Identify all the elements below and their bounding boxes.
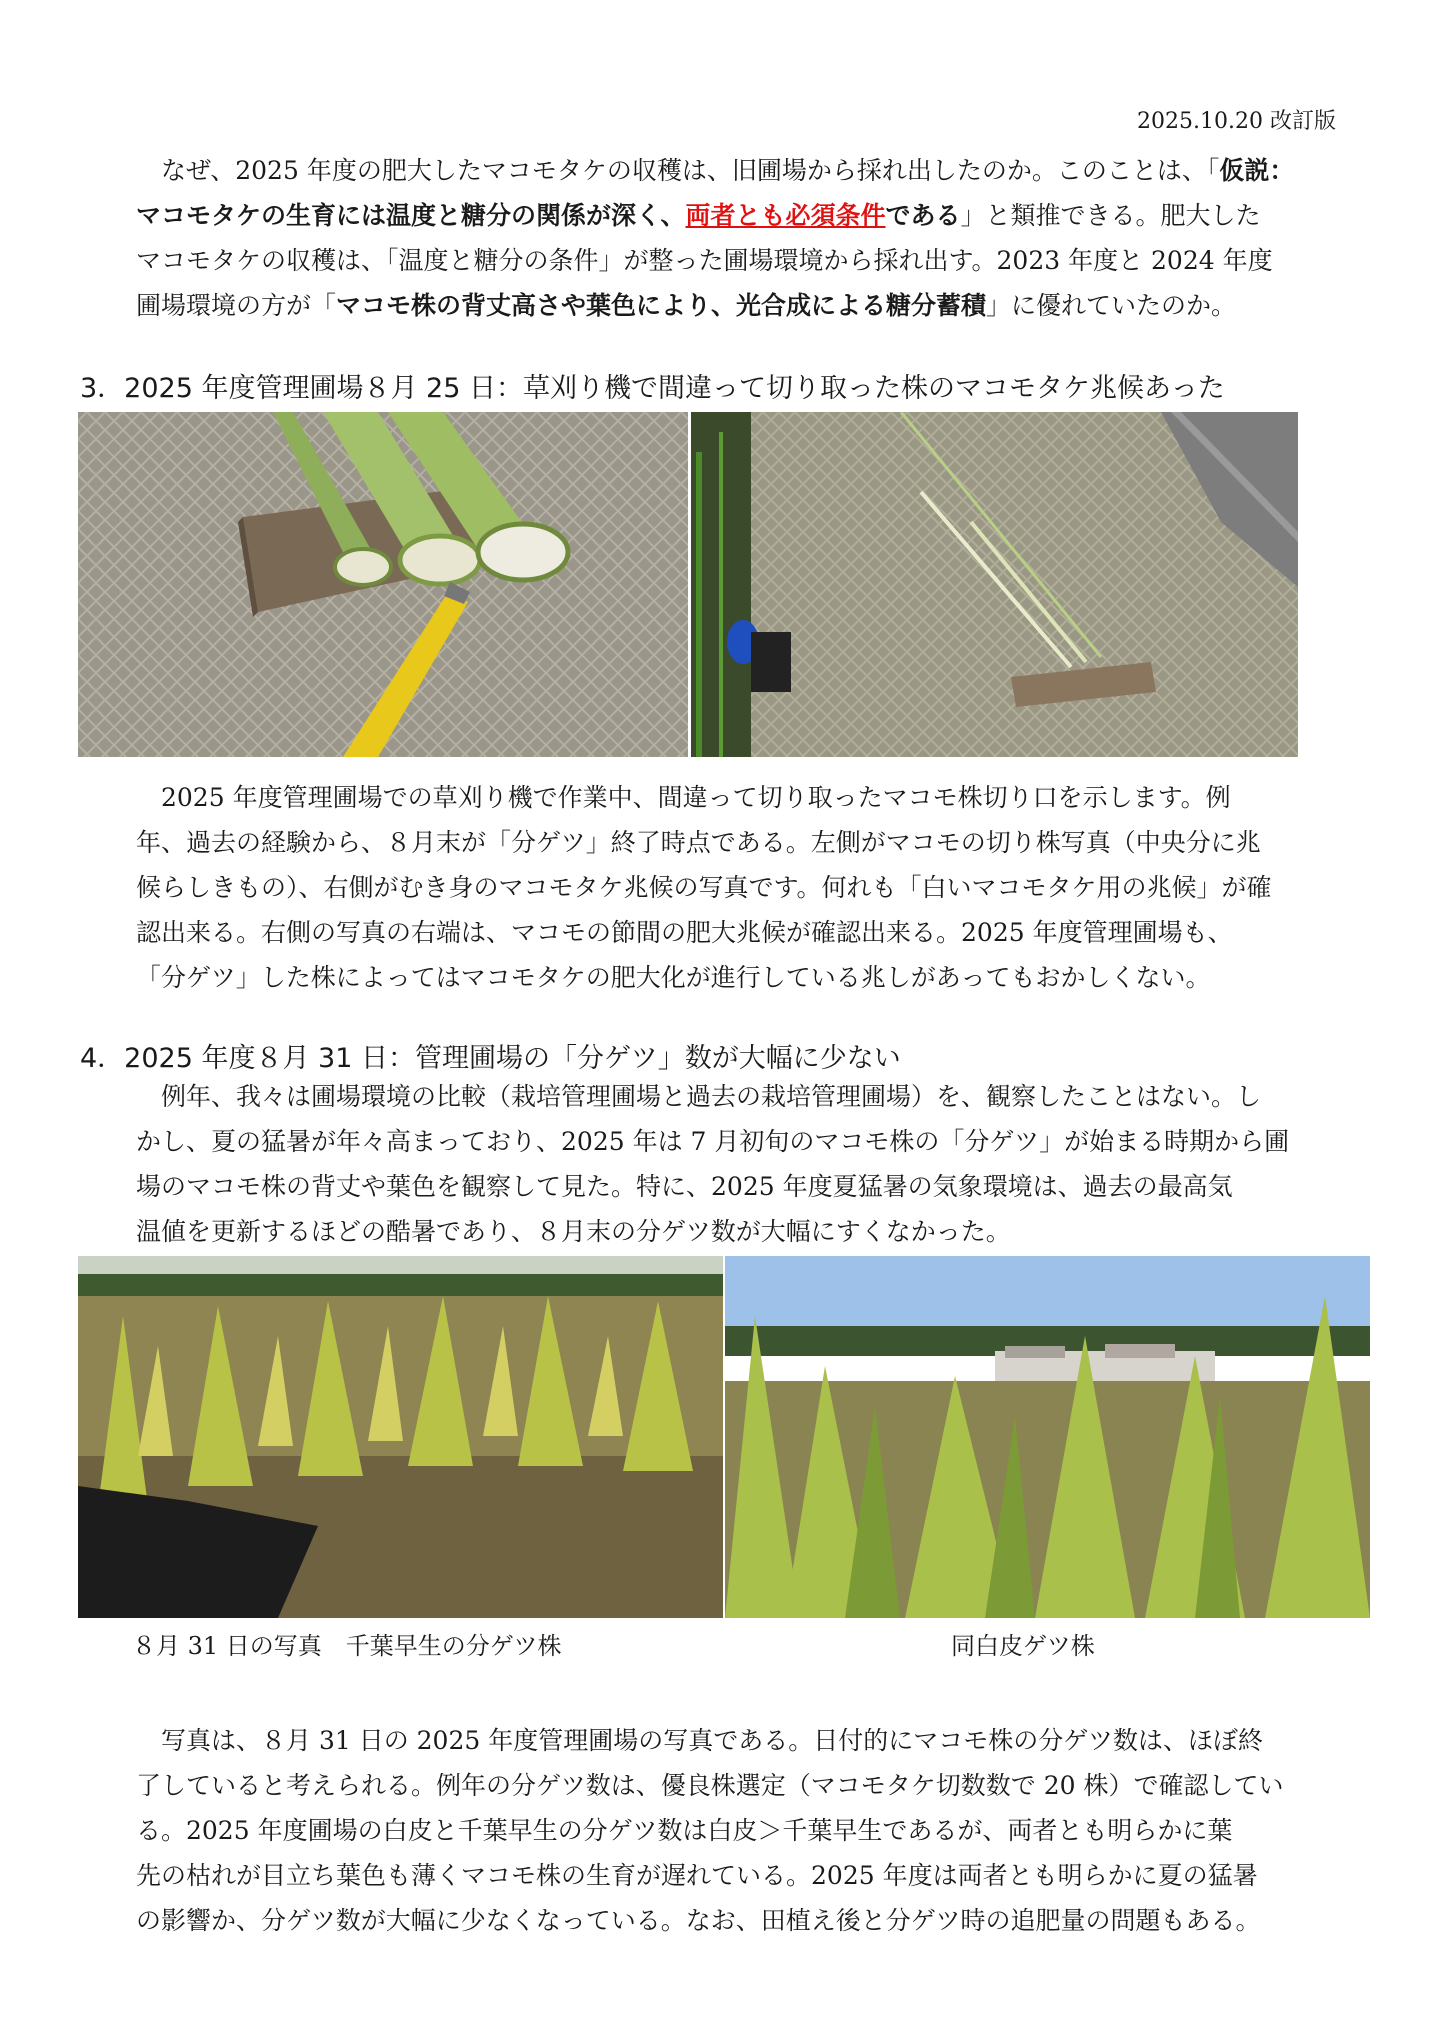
photo-cut-stems <box>78 412 688 757</box>
intro-line-3: マコモタケの収穫は、「温度と糖分の条件」が整った圃場環境から採れ出す。2023 年度と 2024 年度 <box>136 246 1273 275</box>
section-3-line: 年、過去の経験から、８月末が「分ゲツ」終了時点である。左側がマコモの切り株写真（中央分に兆 <box>136 828 1261 857</box>
intro-line-4: 圃場環境の方が「マコモ株の背丈高さや葉色により、光合成による糖分蓄積」に優れていたのか。 <box>136 291 1237 320</box>
section-3-paragraph <box>136 775 1336 1000</box>
highlight-required-condition: 両者とも必須条件 <box>685 201 886 230</box>
section-3-line: 「分ゲツ」した株によってはマコモタケの肥大化が進行している兆しがあってもおかしくない。 <box>136 963 1211 992</box>
closing-line: る。2025 年度圃場の白皮と千葉早生の分ゲツ数は白皮＞千葉早生であるが、両者とも明らかに葉 <box>136 1816 1233 1845</box>
section-4-line: かし、夏の猛暑が年々高まっており、2025 年は 7 月初旬のマコモ株の「分ゲツ」が始まる時期から圃 <box>136 1127 1290 1156</box>
closing-paragraph <box>136 1718 1336 1943</box>
photo-peeled-shoots <box>691 412 1298 757</box>
section-3-line: 2025 年度管理圃場での草刈り機で作業中、間違って切り取ったマコモ株切り口を示します。例 <box>161 783 1231 812</box>
closing-line: 写真は、８月 31 日の 2025 年度管理圃場の写真である。日付的にマコモ株の分ゲツ数は、ほぼ終 <box>161 1726 1263 1755</box>
section-3-line: 認出来る。右側の写真の右端は、マコモの節間の肥大兆候が確認出来る。2025 年度管理圃場も、 <box>136 918 1233 947</box>
caption-left: ８月 31 日の写真 千葉早生の分ゲツ株 <box>132 1632 562 1660</box>
intro-line-1: なぜ、2025 年度の肥大したマコモタケの収穫は、旧圃場から採れ出したのか。このことは、「仮説： <box>161 156 1295 185</box>
intro-line-2: マコモタケの生育には温度と糖分の関係が深く、両者とも必須条件である」と類推できる。肥大した <box>136 201 1261 230</box>
section-4-line: 場のマコモ株の背丈や葉色を観察して見た。特に、2025 年度夏猛暑の気象環境は、過去の最高気 <box>136 1172 1233 1201</box>
closing-line: 先の枯れが目立ち葉色も薄くマコモ株の生育が遅れている。2025 年度は両者とも明らかに夏の猛暑 <box>136 1861 1258 1890</box>
section-3-heading: 3．2025 年度管理圃場８月 25 日：草刈り機で間違って切り取った株のマコモタケ兆候あった <box>80 373 1225 404</box>
section-4-line: 例年、我々は圃場環境の比較（栽培管理圃場と過去の栽培管理圃場）を、観察したことはない。し <box>161 1082 1262 1111</box>
caption-right: 同白皮ゲツ株 <box>951 1632 1095 1660</box>
closing-line: の影響か、分ゲツ数が大幅に少なくなっている。なお、田植え後と分ゲツ時の追肥量の問題もある。 <box>136 1906 1261 1935</box>
photo-shirakawa-field <box>725 1256 1370 1618</box>
closing-line: 了していると考えられる。例年の分ゲツ数は、優良株選定（マコモタケ切数数で 20 株）で確認してい <box>136 1771 1284 1800</box>
section-3-line: 候らしきもの）、右側がむき身のマコモタケ兆候の写真です。何れも「白いマコモタケ用の兆候」が確 <box>136 873 1272 902</box>
intro-paragraph <box>136 148 1336 328</box>
section-4-line: 温値を更新するほどの酷暑であり、８月末の分ゲツ数が大幅にすくなかった。 <box>136 1217 1011 1246</box>
section-4-heading: 4．2025 年度８月 31 日：管理圃場の「分ゲツ」数が大幅に少ない <box>80 1043 901 1074</box>
section-4-paragraph <box>136 1074 1336 1254</box>
photo-chiba-wase-field <box>78 1256 723 1618</box>
revision-label: 2025.10.20 改訂版 <box>1137 109 1336 134</box>
